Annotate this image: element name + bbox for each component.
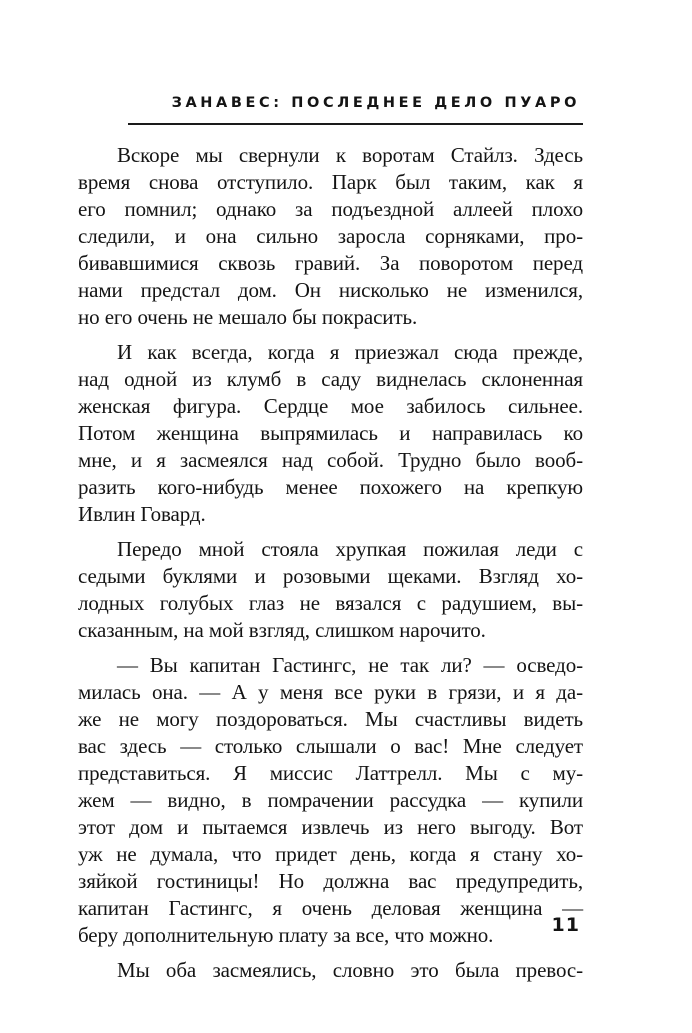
text-line: этот дом и пытаемся извлечь из него выгоду. Вот [78,815,583,839]
text-line: — Вы капитан Гастингс, не так ли? — осведо- [117,653,583,677]
text-line: Мы оба засмеялись, словно это была превос- [117,958,583,982]
text-line: жем — видно, в помрачении рассудка — купили [78,788,583,812]
running-title: ЗАНАВЕС: ПОСЛЕДНЕЕ ДЕЛО ПУАРО [171,95,580,111]
text-line: нами предстал дом. Он нисколько не изменился, [78,278,583,302]
text-line: Вскоре мы свернули к воротам Стайлз. Здесь [117,143,583,167]
body-text [78,142,583,984]
text-line: лодных голубых глаз не вязался с радушием, вы- [78,591,583,615]
text-line: зяйкой гостиницы! Но должна вас предупредить, [78,869,583,893]
text-line: мне, и я засмеялся над собой. Трудно было вооб- [78,448,583,472]
text-line: милась она. — А у меня все руки в грязи, и я да- [78,680,583,704]
text-line: же не могу поздороваться. Мы счастливы видеть [78,707,583,731]
text-line: капитан Гастингс, я очень деловая женщина — [78,896,583,920]
paragraph [78,536,583,644]
text-line: Передо мной стояла хрупкая пожилая леди с [117,537,583,561]
text-line: над одной из клумб в саду виднелась склоненная [78,367,583,391]
paragraph [78,339,583,528]
text-line: Ивлин Говард. [78,502,206,526]
text-line: разить кого-нибудь менее похожего на крепкую [78,475,583,499]
header-rule [128,123,583,125]
text-line: время снова отступило. Парк был таким, как я [78,170,583,194]
text-line: И как всегда, когда я приезжал сюда прежде, [117,340,583,364]
text-line: Потом женщина выпрямилась и направилась ко [78,421,583,445]
paragraph [78,957,583,984]
text-line: бивавшимися сквозь гравий. За поворотом перед [78,251,583,275]
text-line: следили, и она сильно заросла сорняками, про- [78,224,583,248]
text-line: представиться. Я миссис Латтрелл. Мы с му- [78,761,583,785]
paragraph [78,142,583,331]
text-line: уж не думала, что придет день, когда я стану хо- [78,842,583,866]
paragraph [78,652,583,949]
text-line: но его очень не мешало бы покрасить. [78,305,418,329]
text-line: его помнил; однако за подъездной аллеей плохо [78,197,583,221]
text-line: беру дополнительную плату за все, что можно. [78,923,494,947]
text-line: вас здесь — столько слышали о вас! Мне следует [78,734,583,758]
text-line: женская фигура. Сердце мое забилось сильнее. [78,394,583,418]
page-number: 11 [551,914,580,936]
text-line: седыми буклями и розовыми щеками. Взгляд хо- [78,564,583,588]
text-line: сказанным, на мой взгляд, слишком нарочито. [78,618,486,642]
